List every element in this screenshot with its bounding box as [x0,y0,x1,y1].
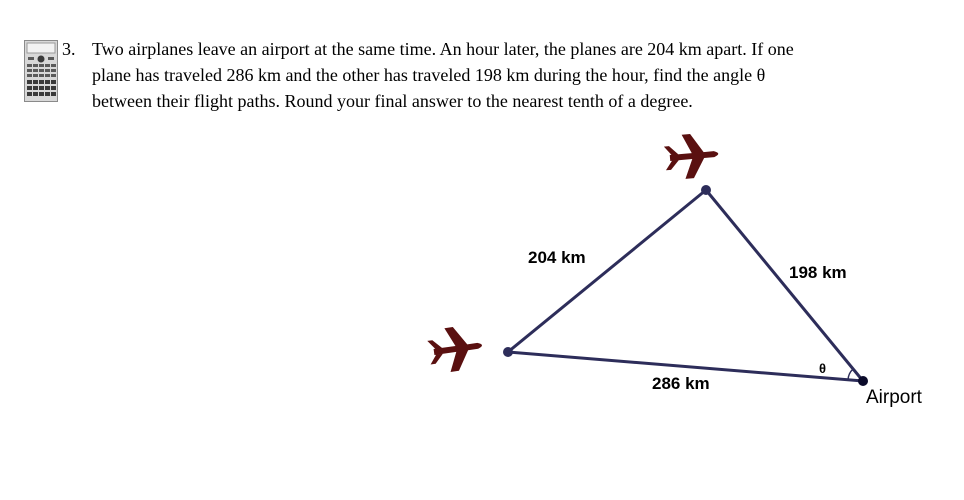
label-198: 198 km [789,263,847,282]
top-plane-vertex [701,185,711,195]
side-to-top-plane [706,190,863,381]
problem-number: 3. [62,39,76,59]
airport-label: Airport [866,387,922,408]
side-between-planes [508,190,706,352]
angle-label: θ [819,361,827,376]
angle-arc [848,369,853,380]
label-286: 286 km [652,374,710,393]
top-airplane-icon [663,132,720,181]
problem-text: Two airplanes leave an airport at the same time. An hour later, the planes are 204 km apart. If one plane has traveled 286 km and the other has traveled 198 km during the hour, find the angle θ between their flight paths. Round your final answer to the nearest tenth of a degree. [92,39,794,111]
left-plane-vertex [503,347,513,357]
label-204: 204 km [528,248,586,267]
airport-vertex [858,376,868,386]
left-airplane-icon [426,323,485,374]
